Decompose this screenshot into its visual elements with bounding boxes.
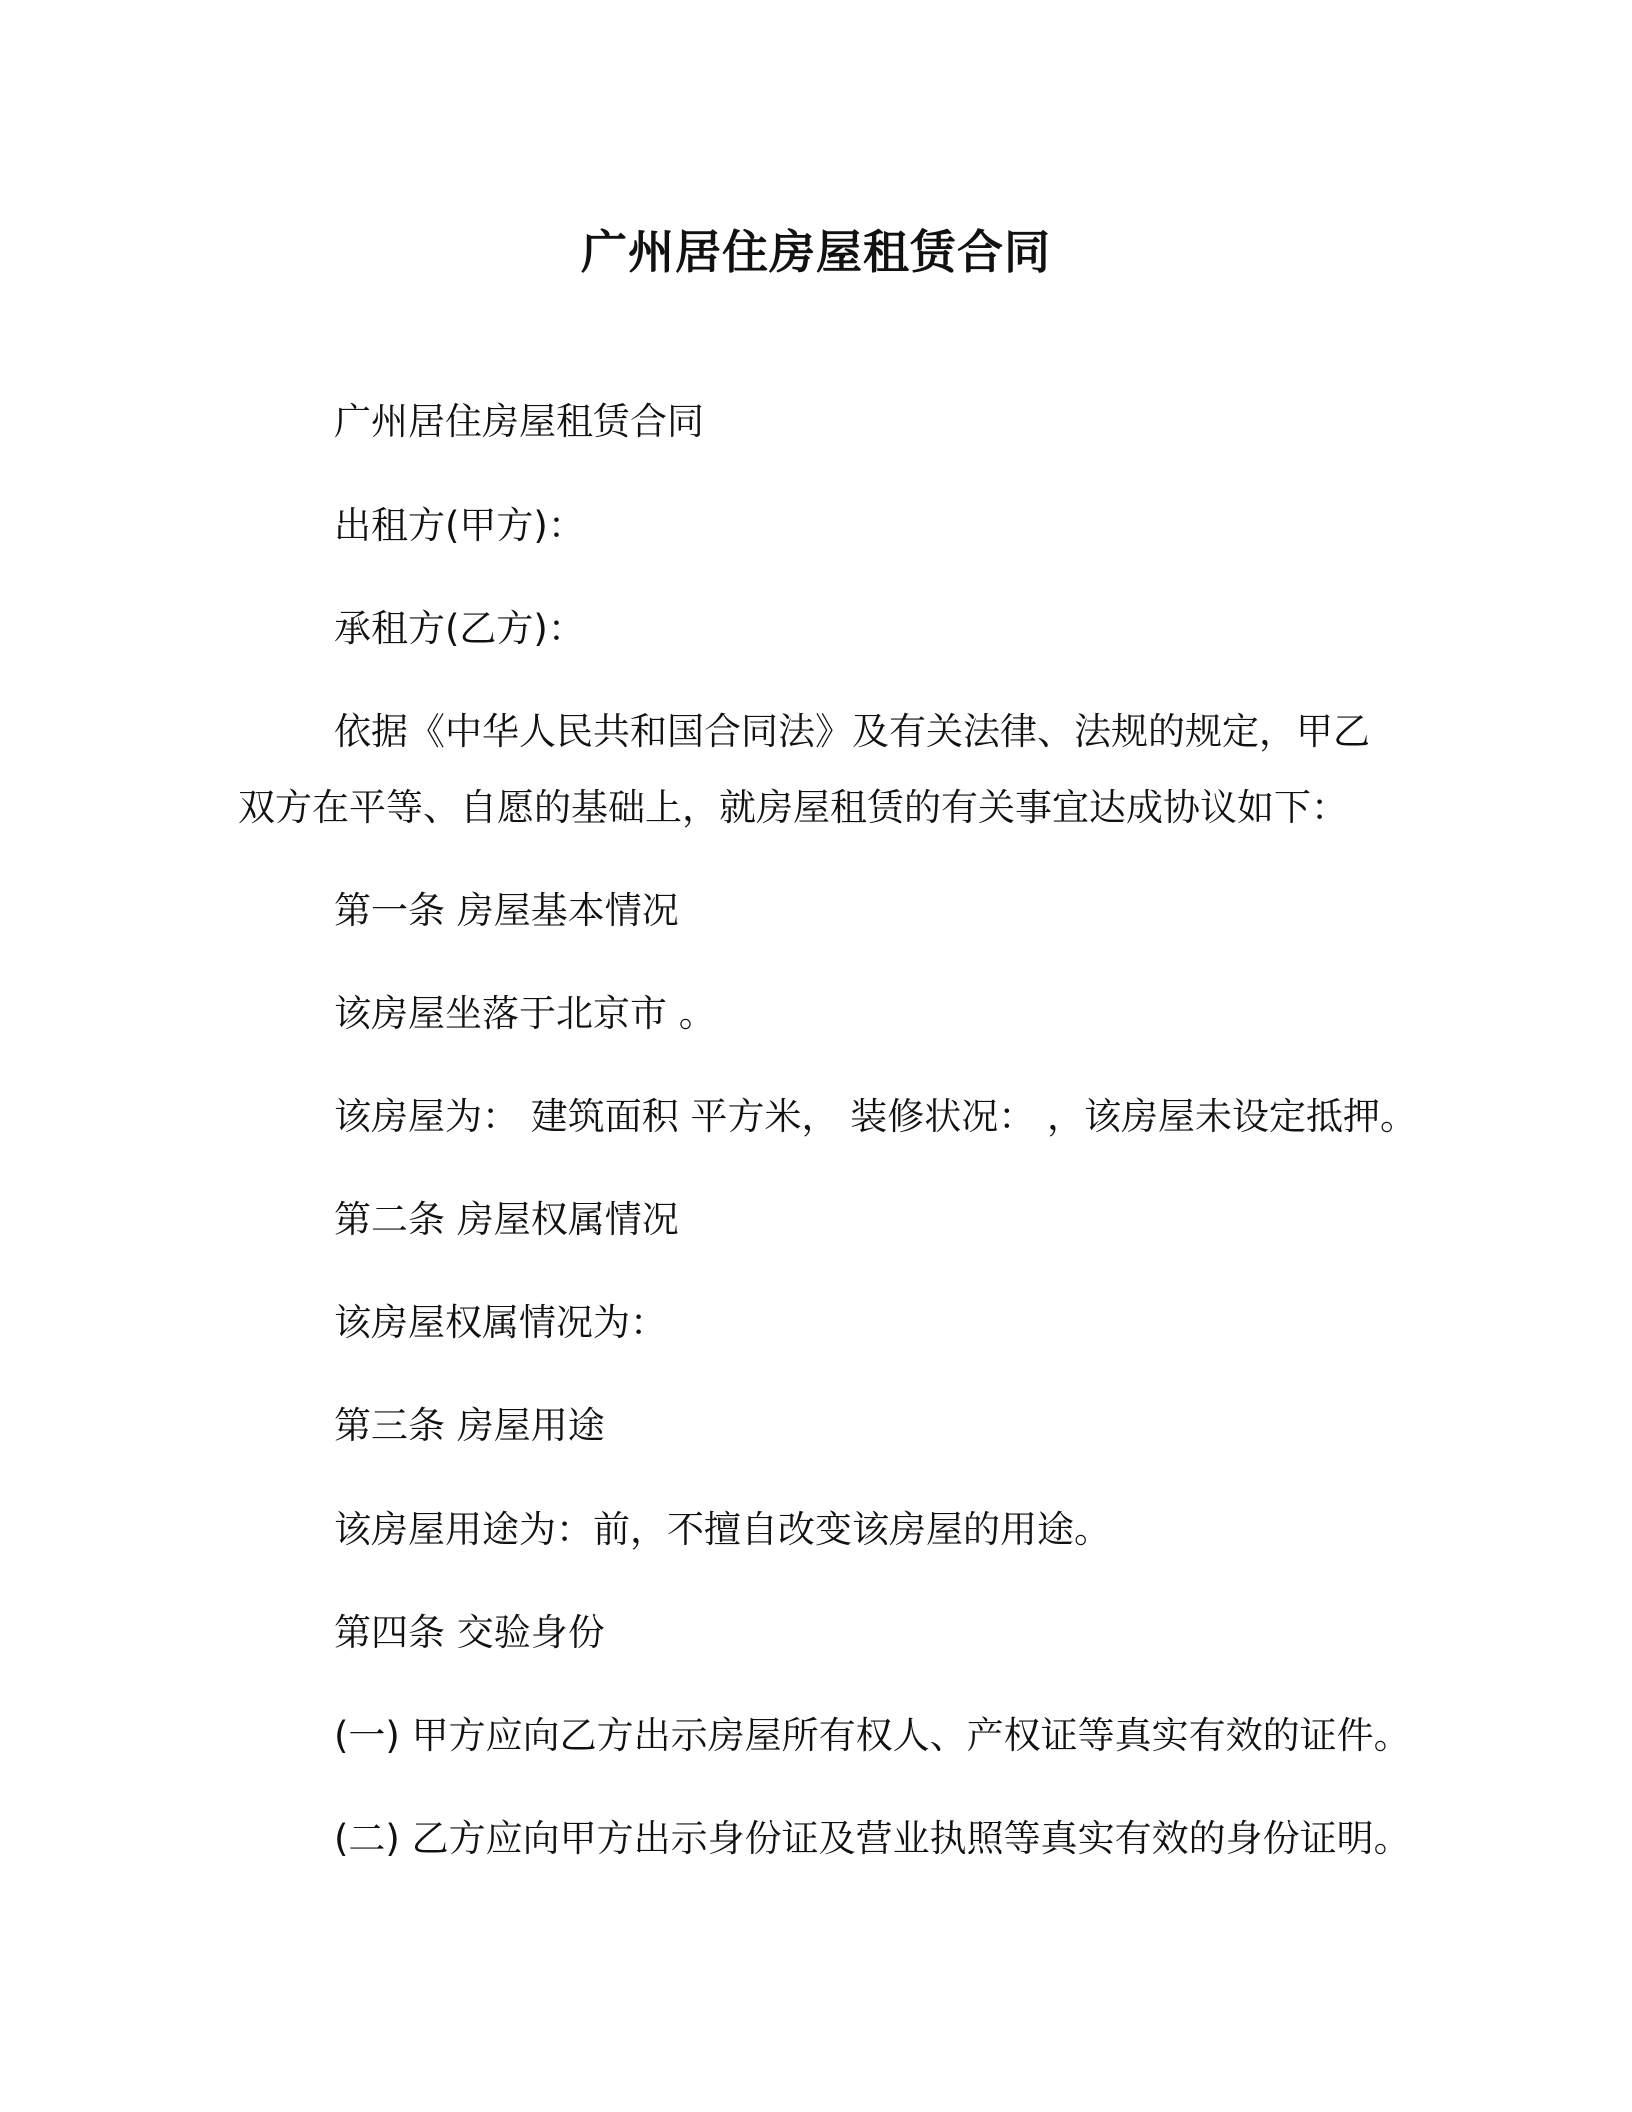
article-4-item-2: (二) 乙方应向甲方出示身份证及营业执照等真实有效的身份证明。	[334, 1817, 1411, 1860]
article-1-details: 该房屋为： 建筑面积 平方米， 装修状况： ，该房屋未设定抵押。	[334, 1095, 1418, 1138]
article-3-usage: 该房屋用途为：前，不擅自改变该房屋的用途。	[334, 1508, 1111, 1551]
article-4-heading: 第四条 交验身份	[334, 1611, 605, 1654]
preamble-line-1: 依据《中华人民共和国合同法》及有关法律、法规的规定，甲乙	[334, 710, 1370, 753]
lessor-line: 出租方(甲方)：	[334, 504, 585, 547]
article-2-heading: 第二条 房屋权属情况	[334, 1198, 679, 1241]
article-1-location: 该房屋坐落于北京市 。	[334, 992, 716, 1035]
article-4-item-1: (一) 甲方应向乙方出示房屋所有权人、产权证等真实有效的证件。	[334, 1714, 1411, 1757]
lessee-line: 承租方(乙方)：	[334, 607, 585, 650]
subtitle-line: 广州居住房屋租赁合同	[334, 400, 704, 443]
document-title: 广州居住房屋租赁合同	[581, 225, 1051, 279]
article-2-ownership: 该房屋权属情况为：	[334, 1301, 667, 1344]
article-1-heading: 第一条 房屋基本情况	[334, 889, 679, 932]
preamble-line-2: 双方在平等、自愿的基础上，就房屋租赁的有关事宜达成协议如下：	[238, 786, 1348, 829]
article-3-heading: 第三条 房屋用途	[334, 1404, 605, 1447]
